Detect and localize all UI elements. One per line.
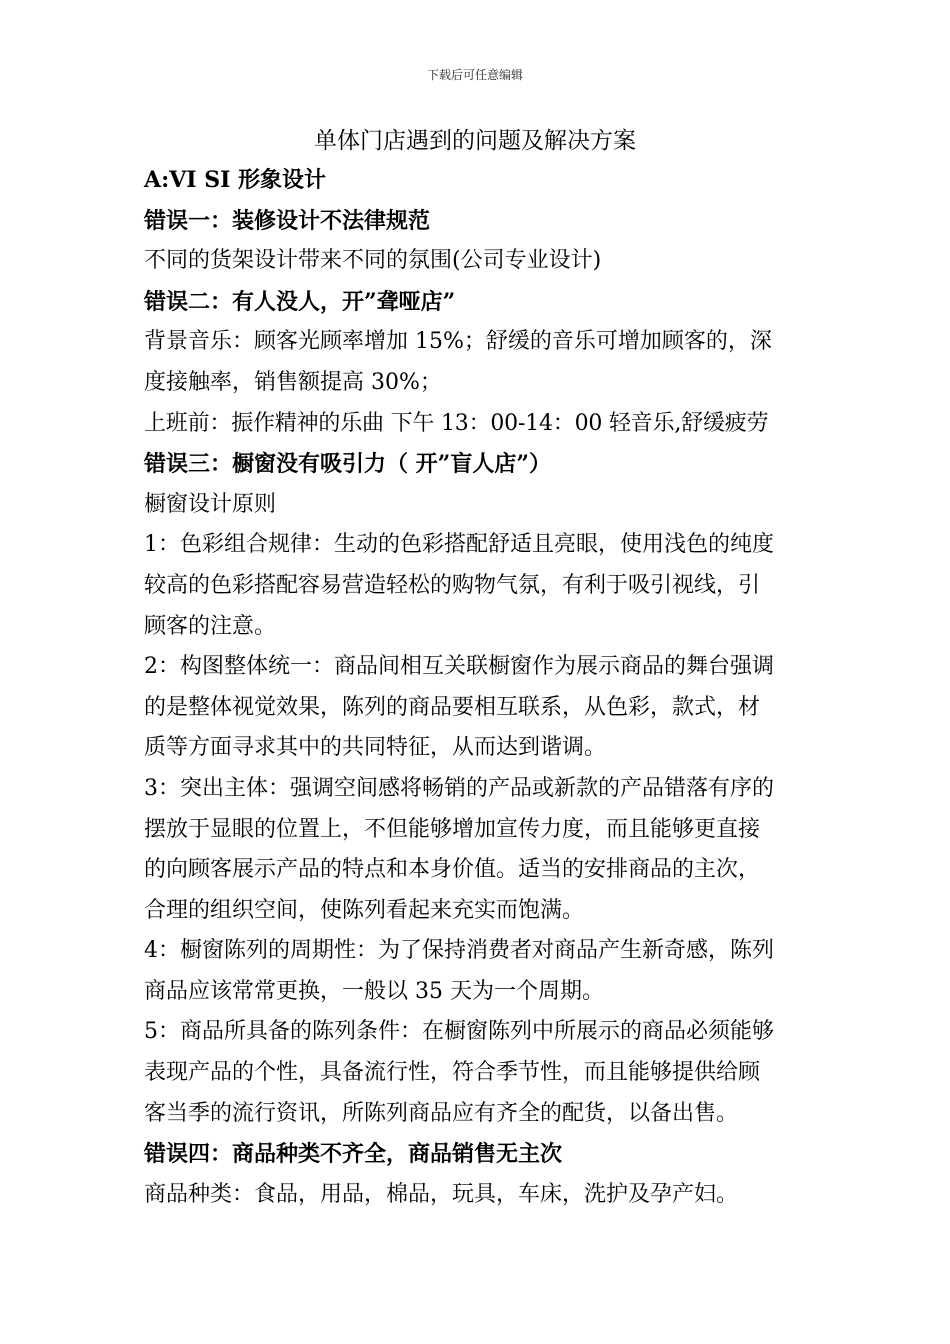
text-line: 错误二：有人没人，开”聋哑店” [144, 288, 456, 315]
text-line: 商品种类：食品，用品，棉品，玩具，车床，洗护及孕产妇。 [144, 1181, 739, 1207]
text-line: 不同的货架设计带来不同的氛围(公司专业设计) [144, 248, 602, 274]
text-line: 度接触率，销售额提高 30%； [144, 369, 442, 395]
text-line: 商品应该常常更换，一般以 35 天为一个周期。 [144, 978, 604, 1004]
text-line: 背景音乐：顾客光顾率增加 15%；舒缓的音乐可增加顾客的，深 [144, 329, 772, 355]
text-line: 橱窗设计原则 [144, 491, 277, 517]
text-line: 错误一：装修设计不法律规范 [144, 207, 431, 234]
text-line: 的是整体视觉效果，陈列的商品要相互联系，从色彩，款式，材 [144, 694, 761, 720]
text-line: 1：色彩组合规律：生动的色彩搭配舒适且亮眼，使用浅色的纯度 [144, 532, 774, 558]
text-line: 的向顾客展示产品的特点和本身价值。适当的安排商品的主次， [144, 857, 761, 883]
page-header: 下载后可任意编辑 [426, 68, 523, 82]
text-line: 错误四：商品种类不齐全，商品销售无主次 [144, 1141, 563, 1168]
text-line: 3：突出主体：强调空间感将畅销的产品或新款的产品错落有序的 [144, 775, 774, 801]
text-line: 错误三：橱窗没有吸引力（ 开”盲人店”） [144, 451, 551, 478]
text-line: 2：构图整体统一：商品间相互关联橱窗作为展示商品的舞台强调 [144, 654, 774, 680]
text-line: 合理的组织空间，使陈列看起来充实而饱满。 [144, 897, 585, 923]
text-line: 上班前：振作精神的乐曲 下午 13：00-14：00 轻音乐,舒缓疲劳 [144, 410, 769, 436]
text-line: A:VI SI 形象设计 [144, 167, 327, 193]
text-line: 5：商品所具备的陈列条件：在橱窗陈列中所展示的商品必须能够 [144, 1019, 774, 1045]
text-line: 摆放于显眼的位置上，不但能够增加宣传力度，而且能够更直接 [144, 816, 761, 842]
text-line: 客当季的流行资讯，所陈列商品应有齐全的配货，以备出售。 [144, 1100, 739, 1126]
document-body [144, 160, 814, 1215]
text-line: 顾客的注意。 [144, 613, 277, 639]
document-title: 单体门店遇到的问题及解决方案 [314, 128, 636, 154]
text-line: 4：橱窗陈列的周期性：为了保持消费者对商品产生新奇感，陈列 [144, 938, 774, 964]
text-line: 质等方面寻求其中的共同特征，从而达到谐调。 [144, 735, 607, 761]
text-line: 较高的色彩搭配容易营造轻松的购物气氛，有利于吸引视线，引 [144, 572, 761, 598]
text-line: 表现产品的个性，具备流行性，符合季节性，而且能够提供给顾 [144, 1060, 761, 1086]
